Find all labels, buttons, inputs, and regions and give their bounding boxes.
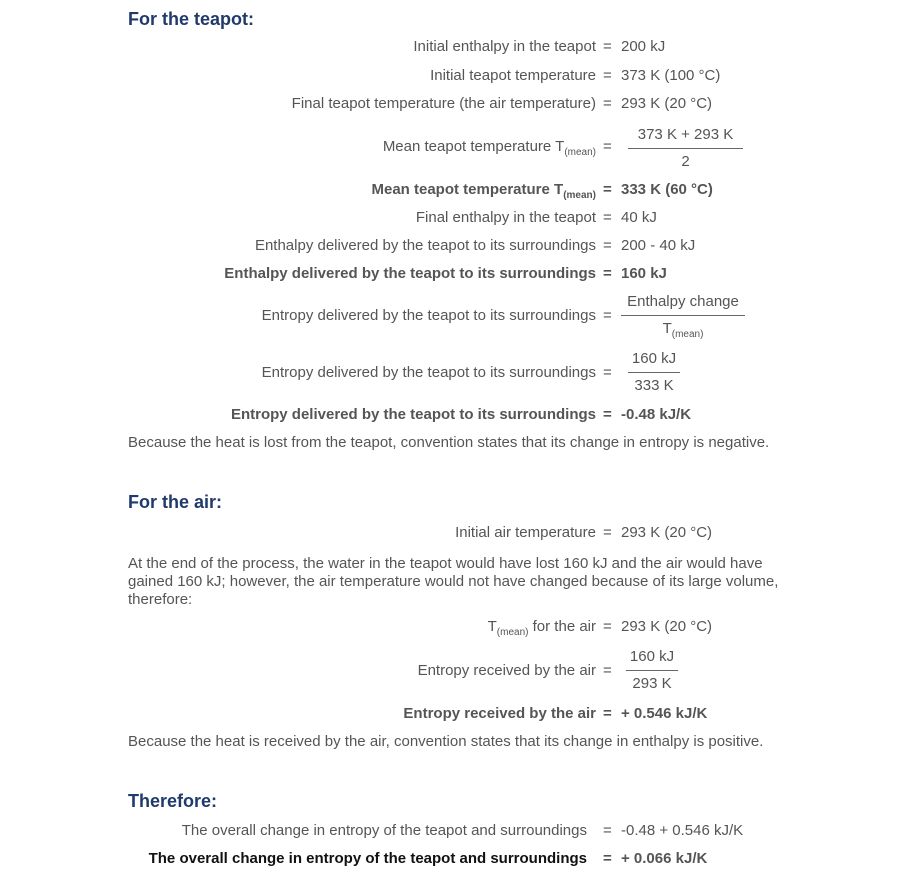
mean-subscript: (mean) xyxy=(671,329,704,340)
t-symbol: T xyxy=(662,320,672,337)
entropy-values-fraction xyxy=(628,349,680,396)
entropy-received-fraction xyxy=(626,647,678,694)
initial-temp-value: 373 K (100 °C) xyxy=(621,67,721,84)
equals-sign: = xyxy=(603,618,612,635)
overall-change-value: -0.48 + 0.546 kJ/K xyxy=(621,822,744,839)
fraction-numerator: 373 K + 293 K xyxy=(637,126,734,143)
initial-enthalpy-label: Initial enthalpy in the teapot xyxy=(413,38,596,55)
fraction-denominator: 333 K xyxy=(634,377,674,394)
equals-sign: = xyxy=(603,265,612,282)
mean-temp-label-text: Mean teapot temperature T xyxy=(382,138,565,155)
enthalpy-delivered-result-label: Enthalpy delivered by the teapot to its surroundings xyxy=(224,265,596,282)
final-enthalpy-row xyxy=(0,208,900,232)
initial-enthalpy-value: 200 kJ xyxy=(621,38,666,55)
air-initial-temp-row xyxy=(0,523,900,547)
initial-enthalpy-row xyxy=(0,37,900,61)
final-temp-row xyxy=(0,94,900,118)
mean-subscript: (mean) xyxy=(564,147,596,158)
therefore-heading: Therefore: xyxy=(128,791,218,811)
mean-temp-formula-label xyxy=(383,137,596,157)
entropy-formula-row xyxy=(0,306,900,330)
air-tmean-suffix: for the air xyxy=(528,618,596,635)
equals-sign: = xyxy=(603,662,612,679)
overall-change-row xyxy=(0,821,900,845)
equals-sign: = xyxy=(603,406,612,423)
final-enthalpy-label: Final enthalpy in the teapot xyxy=(415,209,596,226)
teapot-heading: For the teapot: xyxy=(128,9,254,29)
entropy-received-result-label: Entropy received by the air xyxy=(403,705,596,722)
mean-subscript: (mean) xyxy=(563,190,596,201)
mean-temp-fraction xyxy=(628,125,743,172)
entropy-result-value: -0.48 kJ/K xyxy=(621,406,692,423)
mean-temp-result-label xyxy=(371,180,596,200)
fraction-denominator xyxy=(621,316,745,339)
entropy-values-label: Entropy delivered by the teapot to its surroundings xyxy=(261,364,596,381)
equals-sign: = xyxy=(603,822,612,839)
t-symbol: T xyxy=(487,618,497,635)
equals-sign: = xyxy=(603,307,612,324)
final-temp-label: Final teapot temperature (the air temperature) xyxy=(291,95,596,112)
final-enthalpy-value: 40 kJ xyxy=(621,209,657,226)
overall-change-result-label: The overall change in entropy of the teapot and surroundings xyxy=(148,850,587,867)
equals-sign: = xyxy=(603,138,612,155)
equals-sign: = xyxy=(603,705,612,722)
teapot-note: Because the heat is lost from the teapot, convention states that its change in entropy is negative. xyxy=(128,434,770,451)
enthalpy-delivered-result-row xyxy=(0,264,900,288)
overall-change-result-value: + 0.066 kJ/K xyxy=(621,850,708,867)
entropy-result-label: Entropy delivered by the teapot to its surroundings xyxy=(230,406,596,423)
mean-temp-formula-row xyxy=(0,137,900,161)
entropy-received-label: Entropy received by the air xyxy=(417,662,596,679)
enthalpy-delivered-label: Enthalpy delivered by the teapot to its surroundings xyxy=(254,237,596,254)
final-temp-value: 293 K (20 °C) xyxy=(621,95,713,112)
mean-temp-result-text: Mean teapot temperature T xyxy=(371,181,564,198)
entropy-formula-label: Entropy delivered by the teapot to its surroundings xyxy=(261,307,596,324)
air-tmean-label xyxy=(488,617,596,637)
enthalpy-delivered-row xyxy=(0,236,900,260)
air-tmean-row xyxy=(0,617,900,641)
equals-sign: = xyxy=(603,209,612,226)
overall-change-label: The overall change in entropy of the teapot and surroundings xyxy=(181,822,587,839)
enthalpy-delivered-value: 200 - 40 kJ xyxy=(621,237,696,254)
equals-sign: = xyxy=(603,850,612,867)
mean-temp-result-row xyxy=(0,180,900,204)
mean-subscript: (mean) xyxy=(496,627,529,638)
equals-sign: = xyxy=(603,364,612,381)
equals-sign: = xyxy=(603,524,612,541)
equals-sign: = xyxy=(603,95,612,112)
air-heading: For the air: xyxy=(128,492,223,512)
equals-sign: = xyxy=(603,237,612,254)
air-paragraph: At the end of the process, the water in the teapot would have lost 160 kJ and the air would have gained 160 kJ; however, the air temperature would not have changed because of its large volume, therefore: xyxy=(128,555,779,608)
fraction-denominator: 2 xyxy=(681,153,690,170)
air-initial-temp-label: Initial air temperature xyxy=(455,524,596,541)
equals-sign: = xyxy=(603,67,612,84)
overall-change-result-row xyxy=(0,849,900,873)
initial-temp-label: Initial teapot temperature xyxy=(430,67,596,84)
fraction-numerator: Enthalpy change xyxy=(627,293,739,310)
entropy-values-row xyxy=(0,363,900,387)
entropy-received-row xyxy=(0,661,900,685)
fraction-denominator: 293 K xyxy=(632,675,672,692)
fraction-numerator: 160 kJ xyxy=(631,350,677,367)
air-initial-temp-value: 293 K (20 °C) xyxy=(621,524,713,541)
entropy-formula-fraction xyxy=(621,292,745,339)
air-tmean-value: 293 K (20 °C) xyxy=(621,618,713,635)
fraction-numerator: 160 kJ xyxy=(629,648,675,665)
entropy-received-result-row xyxy=(0,704,900,728)
equals-sign: = xyxy=(603,38,612,55)
mean-temp-result-value: 333 K (60 °C) xyxy=(621,181,713,198)
enthalpy-delivered-result-value: 160 kJ xyxy=(621,265,667,282)
entropy-result-row xyxy=(0,405,900,429)
air-note: Because the heat is received by the air, convention states that its change in enthalpy is positive. xyxy=(128,733,764,750)
entropy-received-result-value: + 0.546 kJ/K xyxy=(621,705,708,722)
equals-sign: = xyxy=(603,181,612,198)
initial-temp-row xyxy=(0,66,900,90)
